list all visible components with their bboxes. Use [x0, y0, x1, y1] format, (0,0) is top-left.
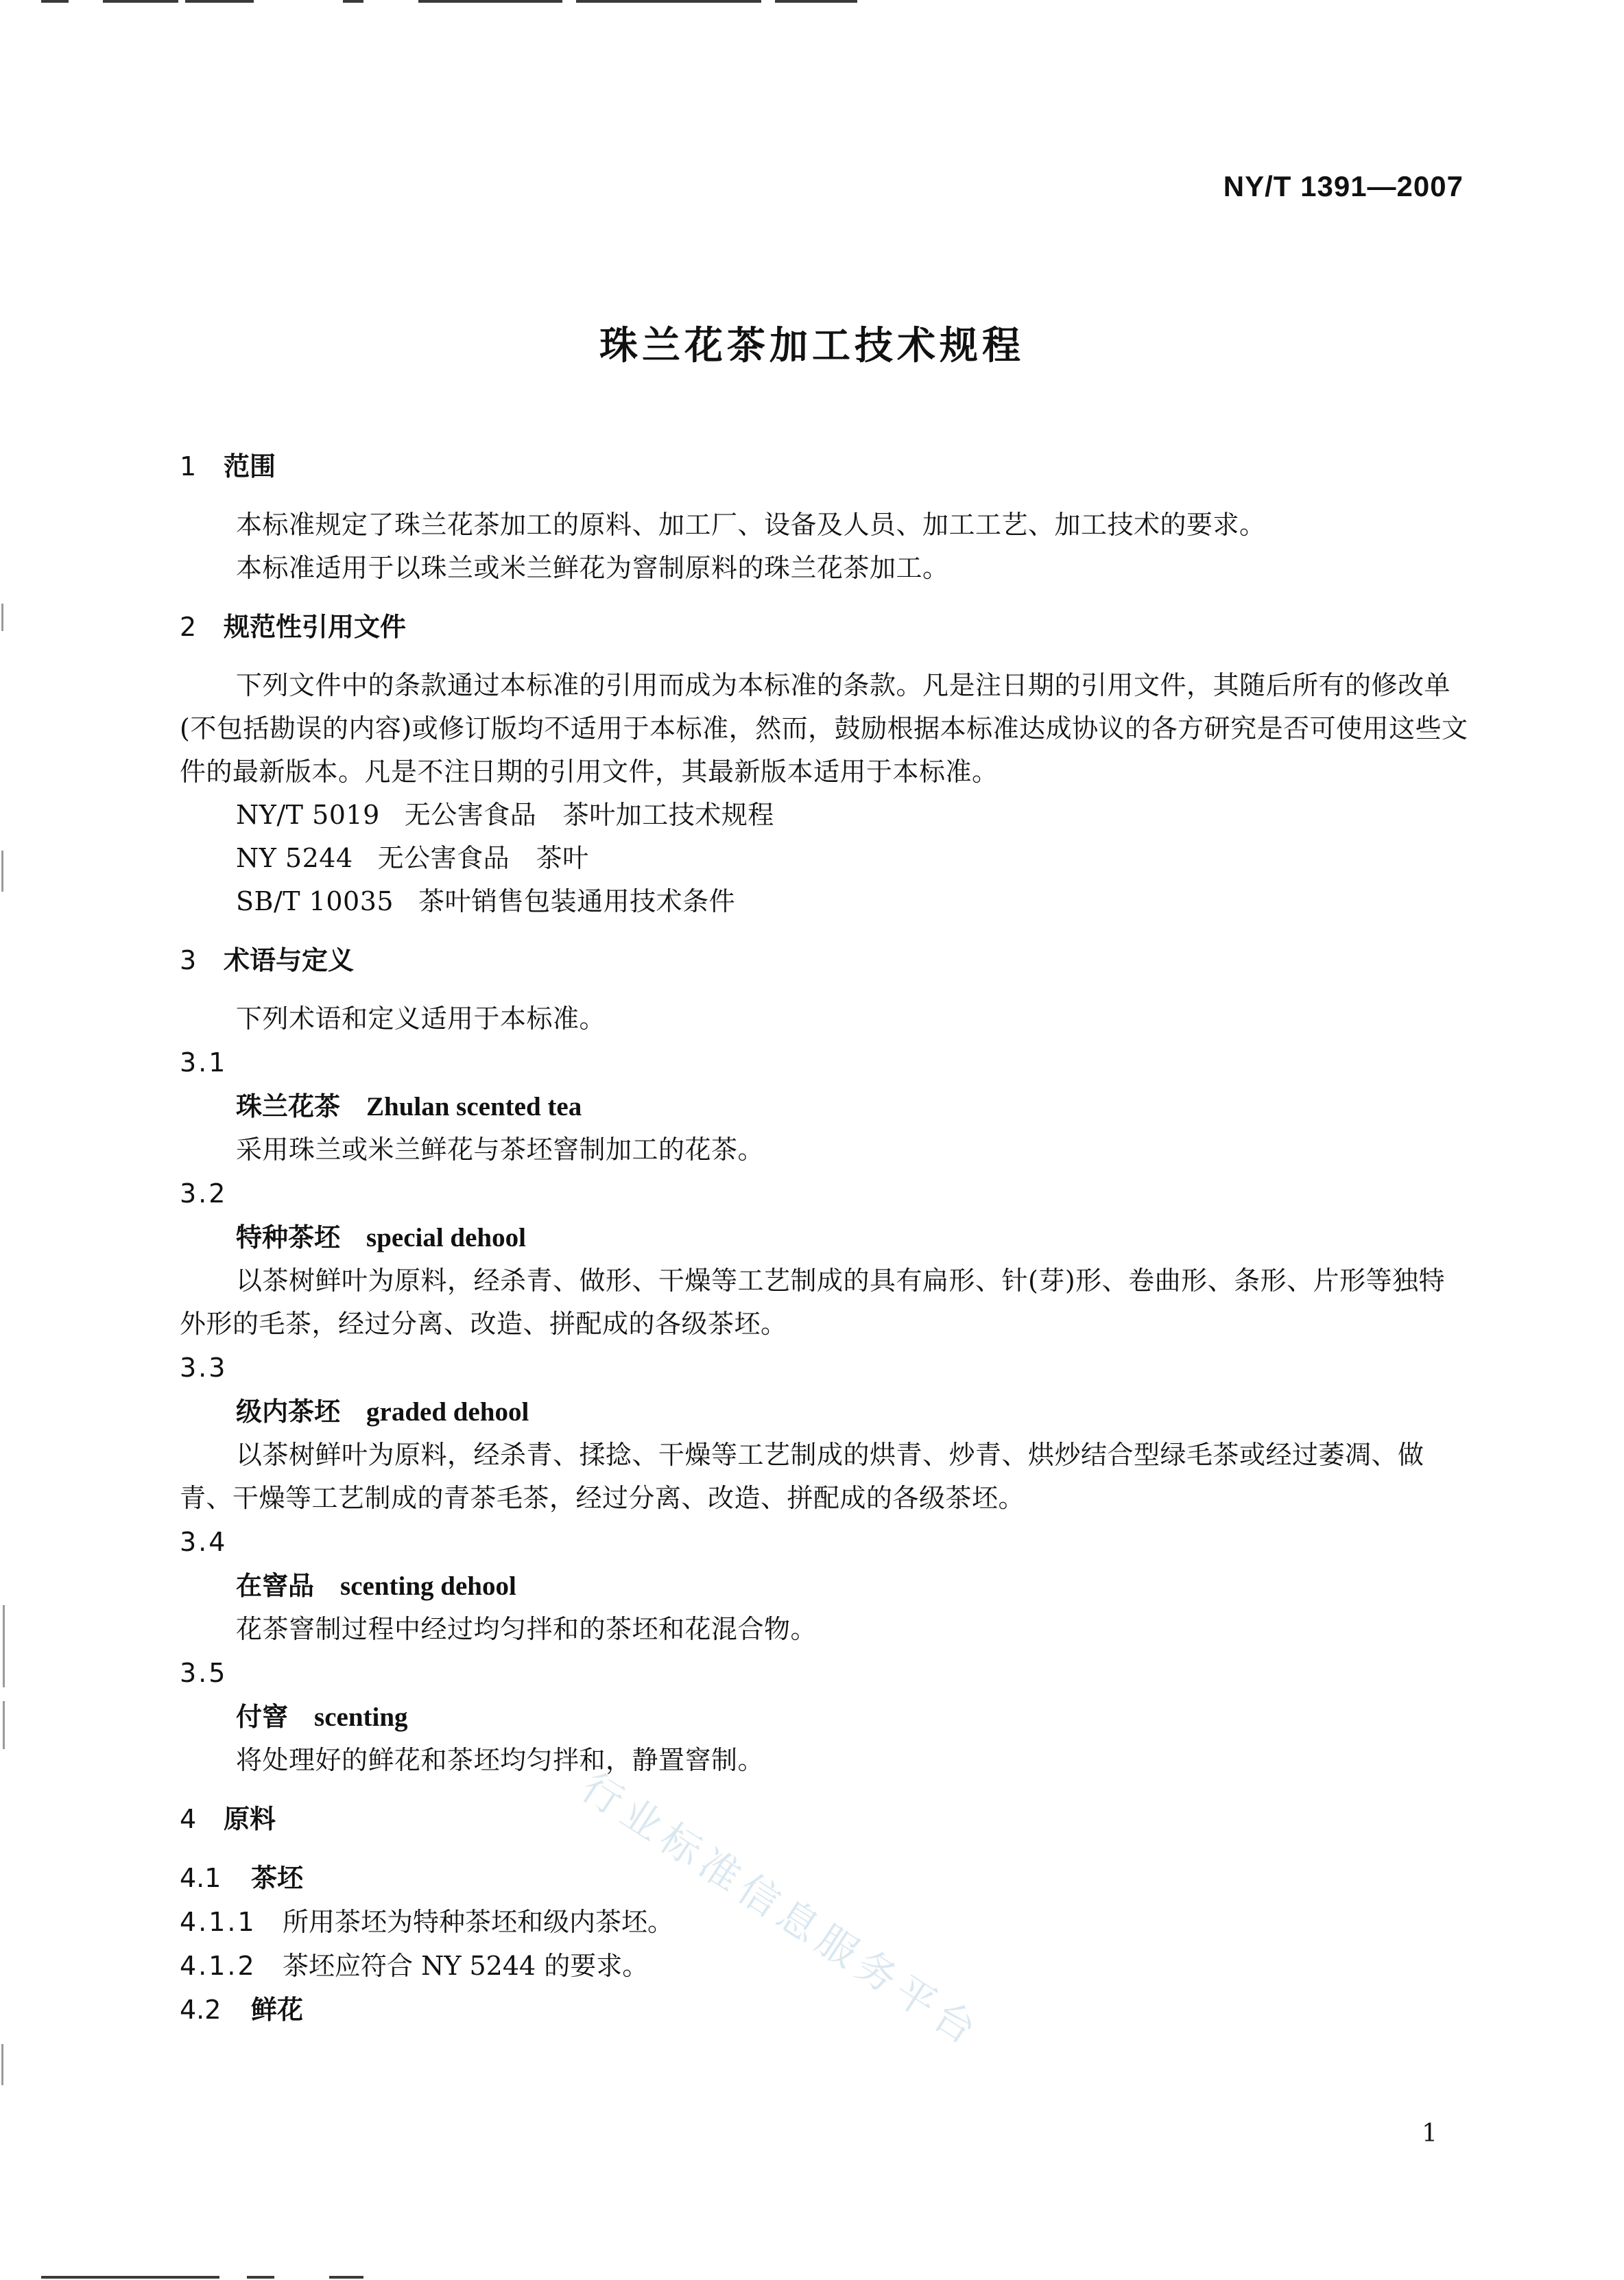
scan-artifact-bottom	[247, 2276, 274, 2279]
term-chinese: 在窨品	[236, 1571, 315, 1601]
term-entry	[180, 1215, 1469, 1259]
term-entry	[180, 1084, 1469, 1128]
term-chinese: 特种茶坯	[236, 1222, 341, 1252]
section-heading-scope	[180, 444, 1469, 488]
clause-text: 所用茶坯为特种茶坯和级内茶坯。	[283, 1907, 674, 1937]
term-english: scenting	[314, 1702, 408, 1732]
term-english: Zhulan scented tea	[366, 1092, 582, 1121]
subsection-number: 4.1	[180, 1863, 222, 1893]
term-definition: 采用珠兰或米兰鲜花与茶坯窨制加工的花茶。	[236, 1135, 765, 1165]
reference-item	[180, 794, 1469, 837]
paragraph: 下列文件中的条款通过本标准的引用而成为本标准的条款。凡是注日期的引用文件，其随后所有的修改单(不包括勘误的内容)或修订版均不适用于本标准，然而，鼓励根据本标准达成协议的各方研究是否可使用这些文件的最新版本。凡是不注日期的引用文件，其最新版本适用于本标准。	[180, 670, 1468, 787]
term-number: 3.3	[180, 1353, 228, 1383]
section-title: 术语与定义	[224, 945, 355, 975]
reference-code: SB/T 10035	[236, 886, 394, 916]
document-title: 珠兰花茶加工技术规程	[599, 324, 1025, 368]
term-chinese: 付窨	[236, 1702, 289, 1732]
section-heading-raw-materials	[180, 1797, 1469, 1841]
scan-artifact-top	[103, 0, 178, 3]
scan-artifact-top	[41, 0, 69, 3]
reference-item	[180, 837, 1469, 880]
reference-item	[180, 880, 1469, 923]
term-entry	[180, 1564, 1469, 1608]
section-heading-normative-references	[180, 605, 1469, 649]
term-number: 3.1	[180, 1047, 228, 1078]
scan-artifact-top	[185, 0, 254, 3]
reference-code: NY/T 5019	[236, 800, 380, 830]
section-number: 1	[180, 451, 197, 482]
reference-title: 无公害食品 茶叶加工技术规程	[404, 800, 774, 830]
scan-artifact-top	[343, 0, 363, 3]
watermark: 行业标准信息服务平台	[573, 1763, 990, 2057]
term-number: 3.4	[180, 1527, 228, 1557]
subsection-number: 4.2	[180, 1995, 222, 2025]
scan-artifact-edge	[1, 851, 3, 892]
scan-artifact-edge	[1, 604, 3, 631]
scan-artifact-bottom	[41, 2276, 219, 2279]
term-entry	[180, 1695, 1469, 1739]
term-definition: 以茶树鲜叶为原料，经杀青、揉捻、干燥等工艺制成的烘青、炒青、烘炒结合型绿毛茶或经过萎凋、做青、干燥等工艺制成的青茶毛茶，经过分离、改造、拼配成的各级茶坯。	[180, 1440, 1424, 1513]
term-english: scenting dehool	[340, 1571, 516, 1601]
section-title: 原料	[224, 1804, 276, 1834]
scan-artifact-edge	[3, 1701, 5, 1749]
page-number: 1	[1422, 2119, 1437, 2148]
reference-code: NY 5244	[236, 843, 353, 873]
term-number: 3.2	[180, 1178, 228, 1209]
section-number: 2	[180, 612, 197, 642]
reference-title: 茶叶销售包装通用技术条件	[418, 886, 736, 916]
scan-artifact-top	[418, 0, 562, 3]
section-number: 3	[180, 945, 197, 975]
paragraph: 本标准规定了珠兰花茶加工的原料、加工厂、设备及人员、加工工艺、加工技术的要求。	[236, 510, 1266, 540]
reference-title: 无公害食品 茶叶	[377, 843, 589, 873]
section-heading-terms	[180, 938, 1469, 982]
term-definition: 以茶树鲜叶为原料，经杀青、做形、干燥等工艺制成的具有扁形、针(芽)形、卷曲形、条形、片形等独特外形的毛茶，经过分离、改造、拼配成的各级茶坯。	[180, 1266, 1446, 1339]
clause-text: 茶坯应符合 NY 5244 的要求。	[283, 1951, 649, 1981]
scan-artifact-edge	[3, 1605, 5, 1687]
subsection-title: 鲜花	[251, 1995, 304, 2025]
standard-number: NY/T 1391—2007	[1223, 170, 1464, 202]
section-number: 4	[180, 1804, 197, 1834]
document-body	[180, 444, 1469, 2032]
scan-artifact-edge	[1, 2044, 3, 2085]
paragraph: 下列术语和定义适用于本标准。	[236, 1004, 606, 1034]
term-definition: 花茶窨制过程中经过均匀拌和的茶坯和花混合物。	[236, 1614, 817, 1644]
term-english: special dehool	[366, 1223, 526, 1252]
clause-number: 4.1.2	[180, 1951, 256, 1981]
subsection-heading-fresh-flowers	[180, 1988, 1469, 2032]
section-title: 范围	[224, 451, 276, 482]
scan-artifact-top	[775, 0, 857, 3]
term-chinese: 级内茶坯	[236, 1397, 341, 1427]
scan-artifact-top	[576, 0, 761, 3]
term-number: 3.5	[180, 1658, 228, 1688]
term-english: graded dehool	[366, 1397, 529, 1427]
scan-artifact-bottom	[329, 2276, 363, 2279]
subsection-title: 茶坯	[251, 1863, 304, 1893]
paragraph: 本标准适用于以珠兰或米兰鲜花为窨制原料的珠兰花茶加工。	[236, 553, 949, 583]
section-title: 规范性引用文件	[224, 612, 407, 642]
term-chinese: 珠兰花茶	[236, 1091, 341, 1121]
subsection-heading-tea-base	[180, 1856, 1469, 1900]
term-entry	[180, 1390, 1469, 1434]
clause-number: 4.1.1	[180, 1907, 256, 1937]
term-definition: 将处理好的鲜花和茶坯均匀拌和，静置窨制。	[236, 1745, 765, 1775]
